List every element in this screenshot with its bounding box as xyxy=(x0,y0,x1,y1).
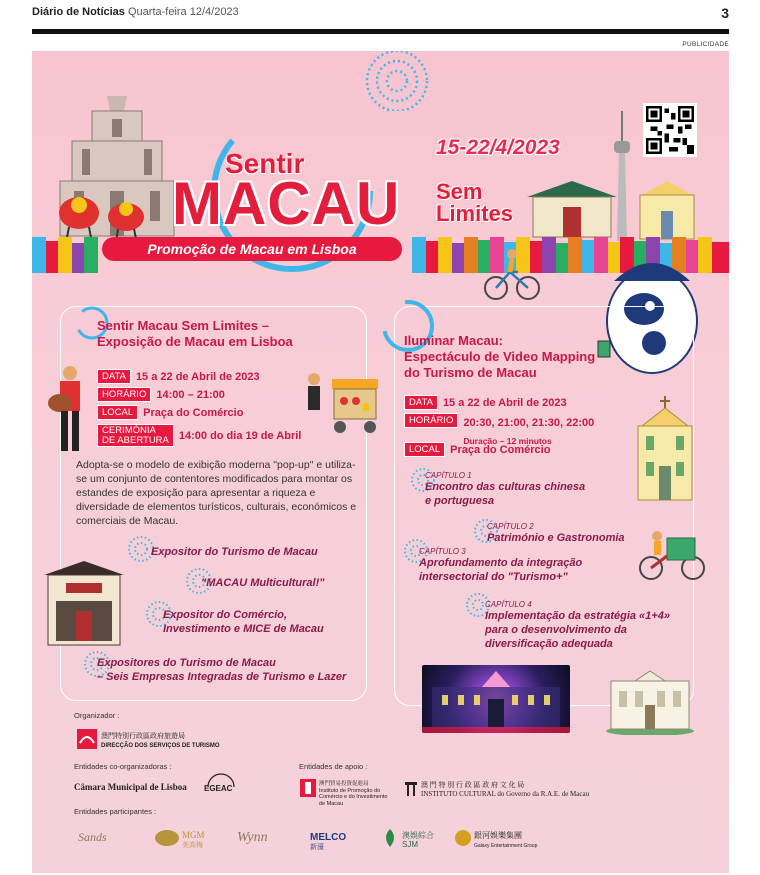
exhibition-date-value: 15 a 22 de Abril de 2023 xyxy=(135,370,260,383)
chapter-1-line1: Encontro das culturas chinesa xyxy=(425,481,586,493)
ipim-logo xyxy=(319,781,389,807)
video-mapping-photo xyxy=(422,665,570,733)
exhibition-title-line1: Sentir Macau Sem Limites – xyxy=(97,318,269,333)
issue-date: Quarta-feira 12/4/2023 xyxy=(127,6,239,18)
church-illustration xyxy=(632,181,702,241)
sands-logo: Sands xyxy=(78,830,107,844)
mapping-location-row xyxy=(404,442,550,457)
exhibition-location-value: Praça do Comércio xyxy=(143,406,244,419)
exhibition-time-row xyxy=(97,387,225,402)
chapter-4-line2: para o desenvolvimento da xyxy=(485,624,627,636)
page-number: 3 xyxy=(721,5,729,21)
exhibition-date-row xyxy=(97,369,260,384)
ceremony-label-line2: DE ABERTURA xyxy=(102,434,169,446)
ceremony-label-line1: CERIMÓNIA xyxy=(102,425,156,436)
mapping-date-value: 15 a 22 de Abril de 2023 xyxy=(442,396,567,409)
cultural-institute-logo xyxy=(421,781,589,799)
campaign-dates: 15-22/4/2023 xyxy=(436,136,560,159)
exhibition-item-1-text: Expositor do Turismo de Macau xyxy=(151,546,318,558)
exhibition-location-label: LOCAL xyxy=(97,405,138,420)
cyclist-illustration xyxy=(482,246,542,301)
organizer-label: Organizador : xyxy=(74,711,120,720)
exhibition-item-2-text: "MACAU Multicultural!" xyxy=(201,577,325,589)
title-sem-limites xyxy=(436,181,513,225)
header-rule xyxy=(32,29,729,34)
guitarist-illustration xyxy=(42,363,97,453)
chapter-1 xyxy=(425,471,585,508)
exhibition-time-value: 14:00 – 21:00 xyxy=(156,388,225,401)
exhibition-ceremony-value: 14:00 do dia 19 de Abril xyxy=(178,429,302,442)
exhibition-item-4-line2: – Seis Empresas Integradas de Turismo e Lazer xyxy=(97,671,347,683)
mapping-date-row xyxy=(404,395,567,410)
chapter-3 xyxy=(419,547,582,584)
temple-illustration xyxy=(527,179,617,239)
chapter-4-line1: Implementação da estratégia «1+4» xyxy=(485,610,670,622)
galaxy-logo xyxy=(474,831,537,851)
mgm-name-cn: 美高梅 xyxy=(182,841,203,849)
exhibition-ceremony-row xyxy=(97,424,301,447)
organizer-name-cn: 澳門特別行政區政府旅遊局 xyxy=(101,733,185,740)
egeac-logo: EGEAC xyxy=(204,784,233,793)
title-sentir: Sentir xyxy=(225,148,305,179)
sjm-name: SJM xyxy=(402,840,418,849)
mgm-name: MGM xyxy=(182,830,205,840)
co-organizers-label: Entidades co-organizadoras : xyxy=(74,762,172,771)
mapping-title-line1: Iluminar Macau: xyxy=(404,333,503,348)
chapter-1-line2: e portuguesa xyxy=(425,495,495,507)
exhibition-date-label: DATA xyxy=(97,369,131,384)
advertisement xyxy=(32,51,729,873)
cultural-institute-logo-icon xyxy=(404,781,418,797)
qr-code-icon xyxy=(643,103,697,157)
sjm-name-cn: 澳娛綜合 xyxy=(402,831,434,840)
mgm-logo xyxy=(182,831,205,850)
melco-logo xyxy=(310,833,346,852)
exhibition-title xyxy=(97,318,293,350)
title-macau: MACAU xyxy=(172,170,401,237)
chapter-2-line1: Património e Gastronomia xyxy=(487,532,625,544)
chapter-1-label: CAPÍTULO 1 xyxy=(425,471,472,480)
organizer-name xyxy=(101,732,220,751)
building-illustration xyxy=(605,667,695,735)
mapping-location-value: Praça do Comércio xyxy=(450,443,551,456)
exhibition-item-3-line1: Expositor do Comércio, xyxy=(163,609,288,621)
exhibition-item-3-line2: Investimento e MICE de Macau xyxy=(163,623,324,635)
melco-name: MELCO xyxy=(310,832,347,843)
chapter-4-line3: diversificação adequada xyxy=(485,638,613,650)
chapter-4 xyxy=(485,600,670,651)
exhibition-item-4-line1: Expositores do Turismo de Macau xyxy=(97,657,276,669)
exhibition-time-label: HORÁRIO xyxy=(97,387,151,402)
galaxy-name-en: Galaxy Entertainment Group xyxy=(474,843,538,849)
mapping-time-label: HORÁRIO xyxy=(404,413,458,428)
exhibition-item-1 xyxy=(151,545,318,559)
chapter-3-line2: intersectorial do "Turismo+" xyxy=(419,571,568,583)
galaxy-logo-icon xyxy=(454,829,472,847)
exhibition-item-2 xyxy=(201,576,324,590)
mapping-title xyxy=(404,333,595,381)
exhibition-item-3 xyxy=(163,608,324,636)
newspaper-brand: Diário de Notícias xyxy=(32,6,125,18)
title-limites: Limites xyxy=(436,201,514,226)
chapter-3-label: CAPÍTULO 3 xyxy=(419,547,466,556)
chapter-3-line1: Aprofundamento da integração xyxy=(419,557,583,569)
exhibition-item-4 xyxy=(97,656,346,684)
sjm-logo-icon xyxy=(380,827,400,849)
chapter-4-label: CAPÍTULO 4 xyxy=(485,600,532,609)
exhibition-ceremony-label xyxy=(97,424,174,447)
mgto-logo-icon xyxy=(77,729,97,749)
ipim-cn: 澳門貿易投資促進局 xyxy=(319,781,369,787)
food-stall-illustration xyxy=(300,369,380,435)
mapping-duration: Duração – 12 minutos xyxy=(463,436,552,446)
wynn-logo: Wynn xyxy=(237,830,268,845)
support-label: Entidades de apoio : xyxy=(299,762,368,771)
pavilion-illustration xyxy=(44,561,124,646)
participants-label: Entidades participantes : xyxy=(74,807,157,816)
cultural-institute-pt: INSTITUTO CULTURAL do Governo da R.A.E. de Macau xyxy=(421,790,590,798)
chapter-2-label: CAPÍTULO 2 xyxy=(487,522,534,531)
mgm-lion-icon xyxy=(154,829,180,847)
exhibition-location-row xyxy=(97,405,243,420)
pedicab-illustration xyxy=(637,526,707,581)
cultural-institute-cn: 澳 門 特 別 行 政 區 政 府 文 化 局 xyxy=(421,781,525,789)
title-sem: Sem xyxy=(436,179,483,204)
ipim-logo-icon xyxy=(300,779,316,797)
galaxy-name-cn: 銀河娛樂集團 xyxy=(474,831,522,840)
mapping-title-line3: do Turismo de Macau xyxy=(404,365,537,380)
mapping-time-value: 20:30, 21:00, 21:30, 22:00 xyxy=(463,417,595,429)
mapping-location-label: LOCAL xyxy=(404,442,445,457)
sjm-logo xyxy=(402,831,434,849)
firework-icon xyxy=(347,51,447,111)
mapping-title-line2: Espectáculo de Video Mapping xyxy=(404,349,596,364)
exhibition-description: Adopta-se o modelo de exibição moderna "pop-up" e utiliza-se um conjunto de contentores modificados para montar os estandes de exposição para apresentar a riqueza e diversidade de elementos turísticos, culturais, económicos e comerciais de Macau. xyxy=(76,459,357,527)
mapping-date-label: DATA xyxy=(404,395,438,410)
melco-name-cn: 新濠 xyxy=(310,844,324,851)
ipim-pt: Instituto de Promoção do Comércio e do Investimento de Macau xyxy=(319,787,388,807)
church-illustration xyxy=(630,396,700,501)
exhibition-title-line2: Exposição de Macau em Lisboa xyxy=(97,334,293,349)
lisbon-council-logo: Câmara Municipal de Lisboa xyxy=(74,782,187,792)
promo-banner: Promoção de Macau em Lisboa xyxy=(102,237,402,261)
newspaper-header xyxy=(32,6,729,26)
advertising-label: PUBLICIDADE xyxy=(682,41,729,48)
chapter-2 xyxy=(487,522,625,545)
organizer-name-pt: DIRECÇÃO DOS SERVIÇOS DE TURISMO xyxy=(101,743,220,749)
